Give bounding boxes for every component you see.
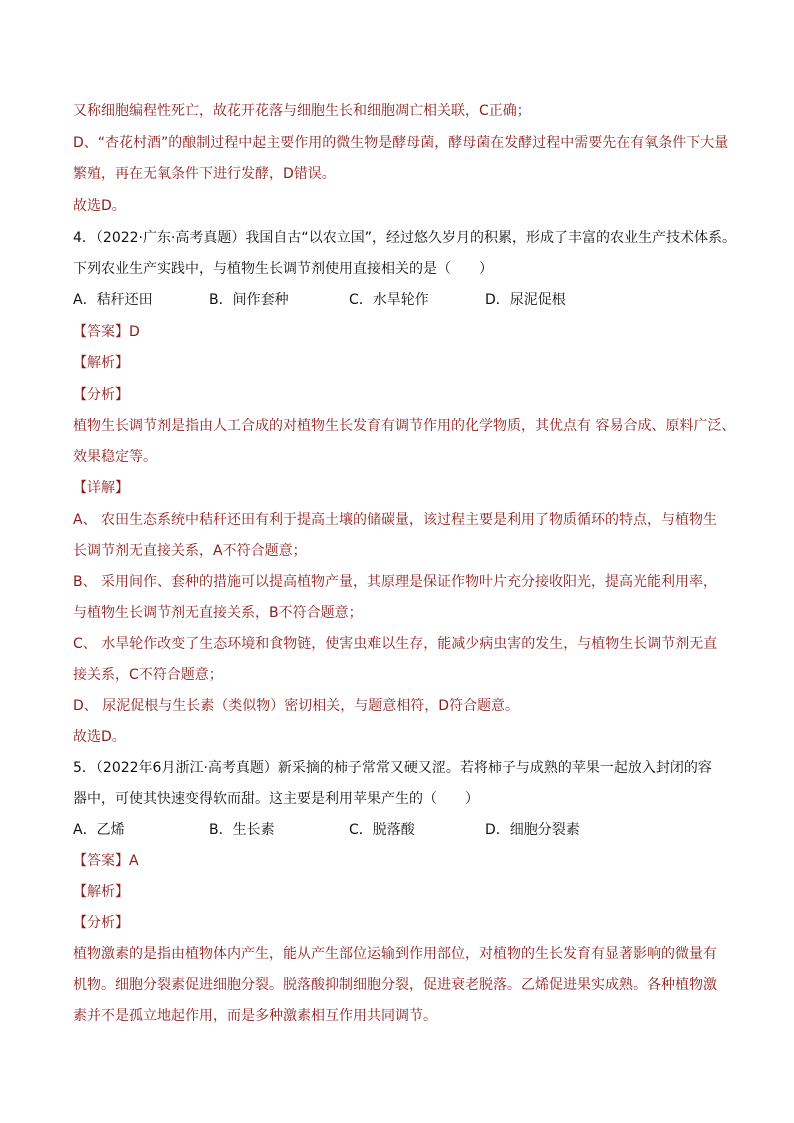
option-d: D．细胞分裂素 <box>485 822 580 838</box>
fenxi-tag: 【分析】 <box>73 915 129 931</box>
detail-line: A、 农田生态系统中秸秆还田有利于提高土壤的储碳量，该过程主要是利用了物质循环的特点，与植物生 <box>73 512 718 528</box>
analysis-line: 植物生长调节剂是指由人工合成的对植物生长发育有调节作用的化学物质，其优点有 容易合成、原料广泛、 <box>73 418 736 434</box>
answer-tag: 【答案】 <box>73 853 129 869</box>
explanation-line: D、“杏花村酒”的酿制过程中起主要作用的微生物是酵母菌，酵母菌在发酵过程中需要先在有氧条件下大量 <box>73 135 729 151</box>
detail-line: 接关系，C不符合题意； <box>73 667 223 683</box>
option-a: A．乙烯 <box>73 822 125 838</box>
question-5-stem: 器中，可使其快速变得软而甜。这主要是利用苹果产生的（ ） <box>73 791 479 807</box>
answer-tag: 【答案】 <box>73 324 129 340</box>
option-c: C．水旱轮作 <box>349 292 429 308</box>
jiexi-tag: 【解析】 <box>73 355 129 371</box>
question-4-stem: 4．（2022·广东·高考真题）我国自古“以农立国”，经过悠久岁月的积累，形成了丰富的农业生产技术体系。 <box>73 230 736 246</box>
detail-line: 长调节剂无直接关系，A不符合题意； <box>73 543 307 559</box>
explanation-line: 又称细胞编程性死亡，故花开花落与细胞生长和细胞凋亡相关联，C正确； <box>73 103 531 119</box>
xiangjie-tag: 【详解】 <box>73 480 129 496</box>
option-b: B．生长素 <box>209 822 275 838</box>
jiexi-tag: 【解析】 <box>73 884 129 900</box>
analysis-line: 素并不是孤立地起作用，而是多种激素相互作用共同调节。 <box>73 1008 437 1024</box>
detail-line: D、 尿泥促根与生长素（类似物）密切相关，与题意相符，D符合题意。 <box>73 698 520 714</box>
option-a: A．秸秆还田 <box>73 292 153 308</box>
answer-value: A <box>129 853 139 869</box>
choose-line: 故选D。 <box>73 198 126 214</box>
answer-value: D <box>129 324 140 340</box>
detail-line: 与植物生长调节剂无直接关系，B不符合题意； <box>73 605 363 621</box>
option-b: B．间作套种 <box>209 292 289 308</box>
option-c: C．脱落酸 <box>349 822 415 838</box>
analysis-line: 效果稳定等。 <box>73 449 157 465</box>
fenxi-tag: 【分析】 <box>73 387 129 403</box>
choose-line: 故选D。 <box>73 729 126 745</box>
question-5-stem: 5．（2022年6月浙江·高考真题）新采摘的柿子常常又硬又涩。若将柿子与成熟的苹果一起放入封闭的容 <box>73 760 712 776</box>
analysis-line: 植物激素的是指由植物体内产生，能从产生部位运输到作用部位，对植物的生长发育有显著影响的微量有 <box>73 946 717 962</box>
question-4-stem: 下列农业生产实践中，与植物生长调节剂使用直接相关的是（ ） <box>73 261 493 277</box>
analysis-line: 机物。细胞分裂素促进细胞分裂。脱落酸抑制细胞分裂，促进衰老脱落。乙烯促进果实成熟。各种植物激 <box>73 977 717 993</box>
detail-line: B、 采用间作、套种的措施可以提高植物产量，其原理是保证作物叶片充分接收阳光，提高光能利用率， <box>73 574 718 590</box>
answer-line <box>73 322 140 342</box>
option-d: D．尿泥促根 <box>485 292 566 308</box>
detail-line: C、 水旱轮作改变了生态环境和食物链，使害虫难以生存，能减少病虫害的发生，与植物生长调节剂无直 <box>73 636 718 652</box>
explanation-line: 繁殖，再在无氧条件下进行发酵，D错误。 <box>73 166 336 182</box>
answer-line <box>73 851 139 871</box>
